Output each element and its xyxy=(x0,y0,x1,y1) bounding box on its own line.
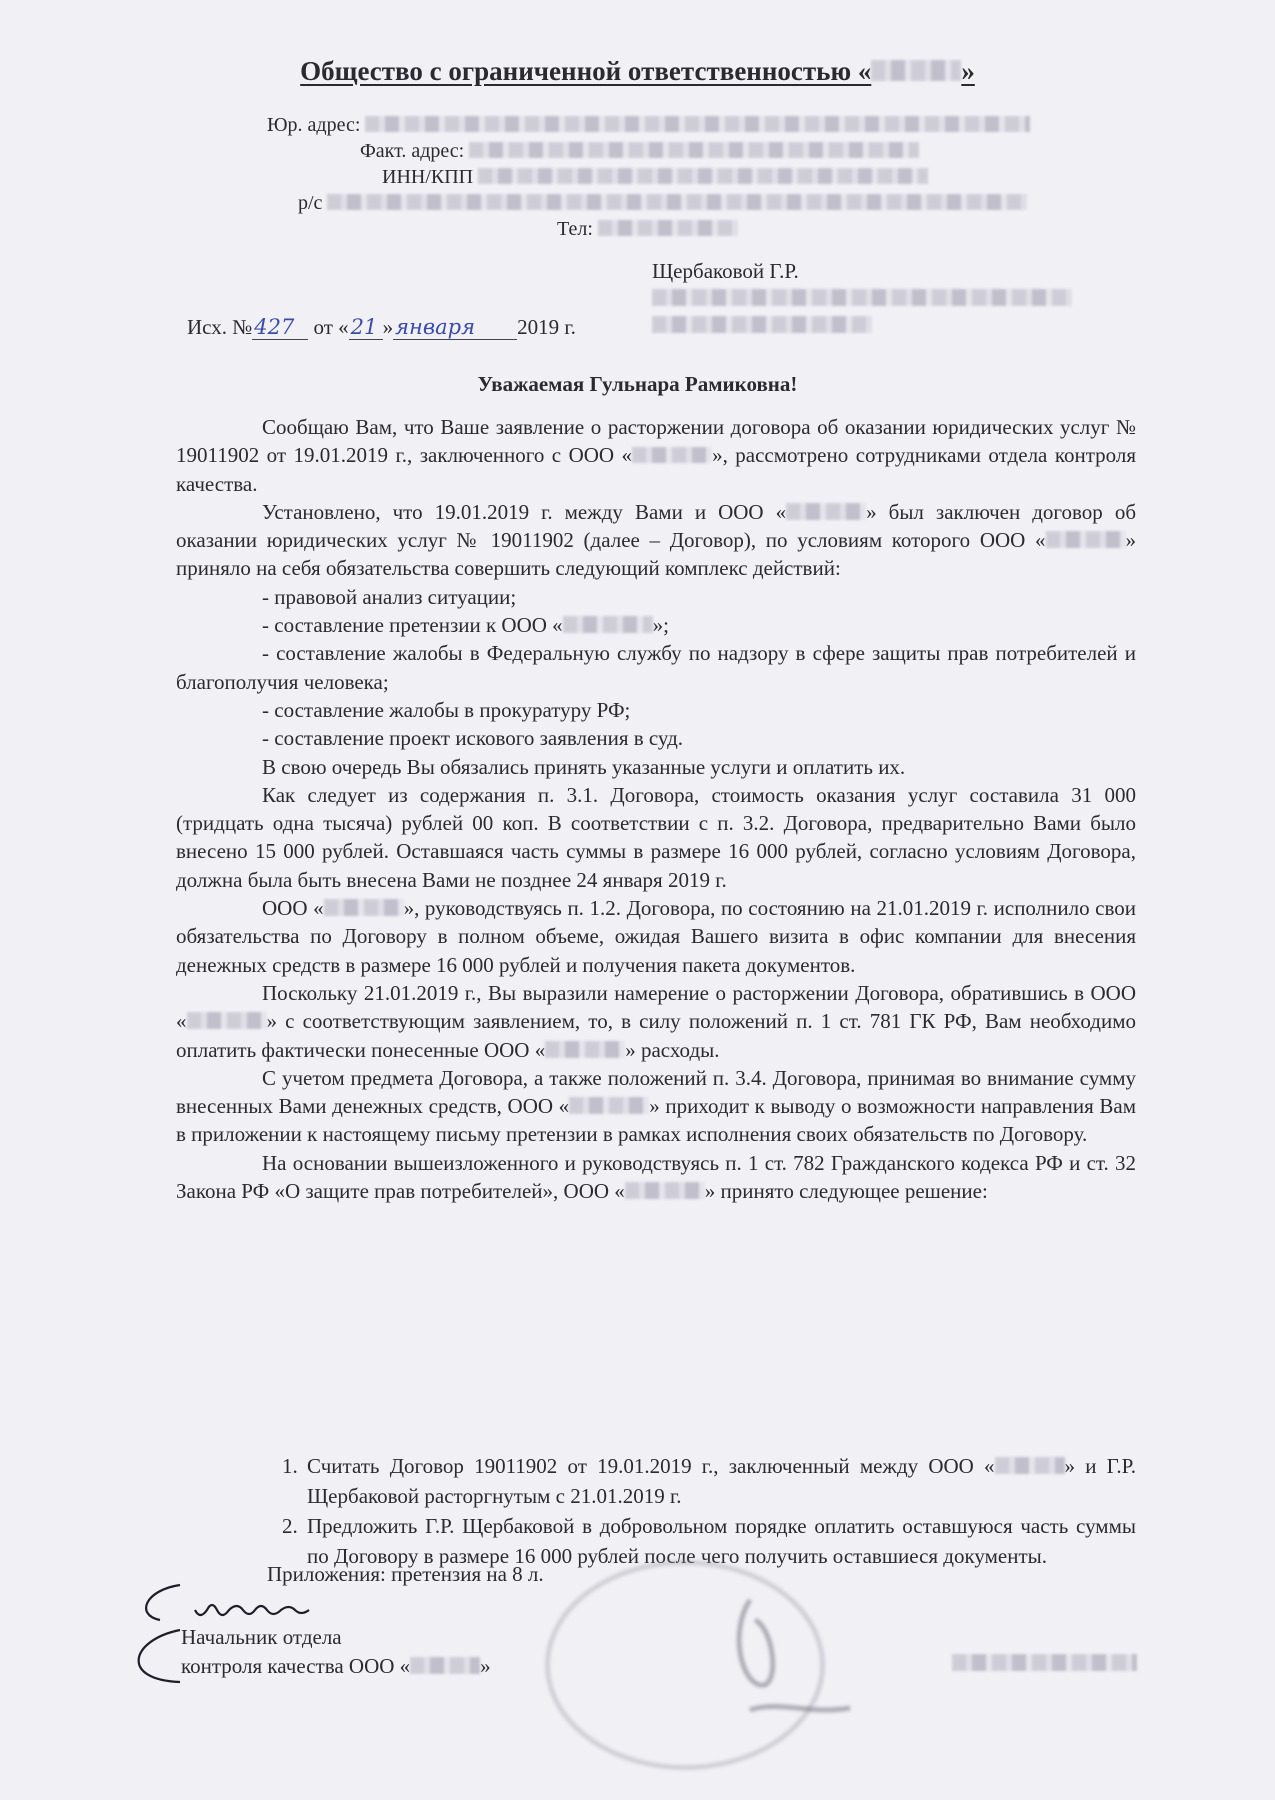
decision-list xyxy=(265,1451,1136,1571)
redacted-company-name xyxy=(545,1041,625,1058)
paragraph-6: Поскольку 21.01.2019 г., Вы выразили намерение о расторжении Договора, обратившись в ООО « » с соответствующим заявлением, то, в силу положений п. 1 ст. 781 ГК РФ, Вам необходимо оплатить фактически понесенные ООО « » расходы. xyxy=(176,980,1136,1062)
redacted-phone xyxy=(598,220,738,236)
list-item: - составление жалобы в прокуратуру РФ; xyxy=(262,697,631,722)
decision-item-2: 2. Предложить Г.Р. Щербаковой в добровольном порядке оплатить оставшуюся часть суммы по Договору в размере 16 000 рублей после чего получить оставшиеся документы. xyxy=(303,1511,1136,1571)
recipient-name: Щербаковой Г.Р. xyxy=(652,259,799,283)
bank-account: р/с xyxy=(298,192,1027,215)
signer-name xyxy=(952,1651,1137,1676)
redacted-company-name xyxy=(625,1182,705,1199)
legal-address: Юр. адрес: xyxy=(267,114,1030,137)
list-item: - составление претензии к ООО « »; xyxy=(262,613,670,638)
inn-kpp: ИНН/КПП xyxy=(382,166,928,189)
paragraph-7: С учетом предмета Договора, а также положений п. 3.4. Договора, принимая во внимание сумму внесенных Вами денежных средств, ООО « » приходит к выводу о возможности направления Вам в приложении к настоящему письму претензии в рамках исполнения своих обязательств по Договору. xyxy=(176,1065,1137,1147)
redacted-inn-kpp xyxy=(478,168,928,184)
stamp-redacted xyxy=(545,1560,825,1770)
letter-body xyxy=(176,413,1136,1205)
paragraph-8: На основании вышеизложенного и руководствуясь п. 1 ст. 782 Гражданского кодекса РФ и ст. 32 Закона РФ «О защите прав потребителей», ООО « » принято следующее решение: xyxy=(176,1150,1136,1204)
redacted-company-name xyxy=(995,1457,1065,1474)
redacted-company-name xyxy=(324,899,404,916)
company-title: Общество с ограниченной ответственностью « » xyxy=(300,56,975,86)
paragraph-4: Как следует из содержания п. 3.1. Договора, стоимость оказания услуг составила 31 000 (тридцать одна тысяча) рублей 00 коп. В соответствии с п. 3.2. Договора, предварительно Вами было внесено 15 000 рублей. Оставшаяся часть суммы в размере 16 000 рублей, согласно условиям Договора, должна была быть внесена Вами не позднее 24 января 2019 г. xyxy=(176,782,1136,892)
paragraph-5: ООО « », руководствуясь п. 1.2. Договора, по состоянию на 21.01.2019 г. исполнило свои обязательства по Договору в полном объеме, ожидая Вашего визита в офис компании для внесения денежных средств в размере 16 000 рублей и получения пакета документов. xyxy=(176,896,1137,977)
redacted-company-name xyxy=(563,616,653,633)
redacted-actual-address xyxy=(469,142,919,158)
redacted-company-name xyxy=(632,447,712,464)
outgoing-number-value: 427 xyxy=(252,315,308,340)
list-item: - составление проект искового заявления в суд. xyxy=(262,726,684,751)
outgoing-day: 21 xyxy=(349,315,383,340)
paragraph-2: Установлено, что 19.01.2019 г. между Вами и ООО « » был заключен договор об оказании юридических услуг № 19011902 (далее – Договор), по условиям которого ООО « » приняло на себя обязательства совершить следующий комплекс действий: xyxy=(176,499,1137,581)
paragraph-1: Сообщаю Вам, что Ваше заявление о расторжении договора об оказании юридических услуг № 19011902 от 19.01.2019 г., заключенного с ООО « », рассмотрено сотрудниками отдела контроля качества. xyxy=(176,415,1136,496)
redacted-company-name xyxy=(871,60,961,82)
redacted-recipient-address-1 xyxy=(652,289,1072,306)
outgoing-month: января xyxy=(393,315,517,340)
salutation: Уважаемая Гульнара Рамиковна! xyxy=(477,372,798,396)
decision-item-1: 1. Считать Договор 19011902 от 19.01.2019 г., заключенный между ООО « » и Г.Р. Щербаковой расторгнутым с 21.01.2019 г. xyxy=(303,1451,1136,1511)
attachments-note: Приложения: претензия на 8 л. xyxy=(267,1562,544,1586)
redacted-bank-account xyxy=(327,194,1027,210)
signer-position: Начальник отдела контроля качества ООО « » xyxy=(181,1625,491,1678)
phone: Тел: xyxy=(557,218,738,241)
recipient-block xyxy=(652,258,1072,339)
redacted-recipient-address-2 xyxy=(652,316,872,333)
list-item: - составление жалобы в Федеральную службу по надзору в сфере защиты прав потребителей и благополучия человека; xyxy=(176,641,1136,694)
outgoing-number: Исх. №427 от «21 »января 2019 г. xyxy=(187,315,576,339)
redacted-legal-address xyxy=(365,116,1030,132)
paragraph-3: В свою очередь Вы обязались принять указанные услуги и оплатить их. xyxy=(262,754,906,779)
list-item: - правовой анализ ситуации; xyxy=(262,584,517,609)
redacted-company-name xyxy=(569,1097,649,1114)
redacted-company-name xyxy=(187,1012,267,1029)
redacted-signer-name xyxy=(952,1654,1137,1671)
actual-address: Факт. адрес: xyxy=(360,140,919,163)
redacted-company-name xyxy=(410,1657,480,1674)
redacted-company-name xyxy=(786,503,866,520)
redacted-company-name xyxy=(1046,531,1126,548)
